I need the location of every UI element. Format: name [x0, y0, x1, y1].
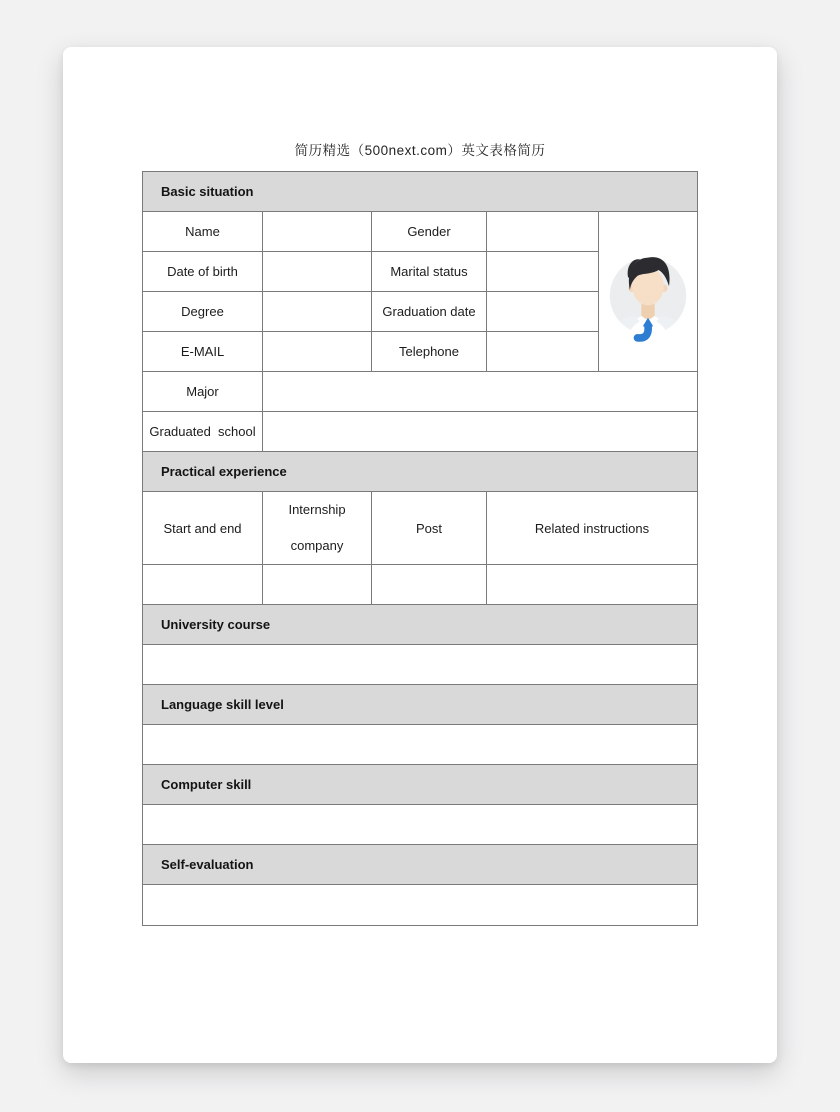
date-of-birth-value-cell[interactable]	[263, 252, 372, 292]
table-row	[143, 372, 698, 412]
university-course-content-cell[interactable]	[143, 645, 698, 685]
graduated-school-value-cell[interactable]	[263, 412, 698, 452]
section-row-university	[143, 605, 698, 645]
start-and-end-value-cell[interactable]	[143, 565, 263, 605]
gender-label: Gender	[372, 212, 487, 252]
language-skill-content-cell[interactable]	[143, 725, 698, 765]
section-row-language	[143, 685, 698, 725]
section-header-computer-skill: Computer skill	[143, 765, 698, 805]
email-label: E-MAIL	[143, 332, 263, 372]
section-row-computer	[143, 765, 698, 805]
start-and-end-column-header: Start and end	[143, 492, 263, 565]
major-label: Major	[143, 372, 263, 412]
section-header-language-skill-level: Language skill level	[143, 685, 698, 725]
internship-company-value-cell[interactable]	[263, 565, 372, 605]
avatar	[603, 212, 693, 371]
marital-status-value-cell[interactable]	[487, 252, 599, 292]
related-instructions-value-cell[interactable]	[487, 565, 698, 605]
section-row-practical	[143, 452, 698, 492]
table-row	[143, 885, 698, 926]
email-value-cell[interactable]	[263, 332, 372, 372]
section-header-self-evaluation: Self-evaluation	[143, 845, 698, 885]
photo-cell	[599, 212, 698, 372]
experience-header-row	[143, 492, 698, 565]
telephone-value-cell[interactable]	[487, 332, 599, 372]
male-avatar-icon	[605, 238, 691, 346]
table-row	[143, 725, 698, 765]
name-value-cell[interactable]	[263, 212, 372, 252]
degree-value-cell[interactable]	[263, 292, 372, 332]
section-row-self-evaluation	[143, 845, 698, 885]
table-row	[143, 412, 698, 452]
post-column-header: Post	[372, 492, 487, 565]
table-row	[143, 645, 698, 685]
section-header-practical-experience: Practical experience	[143, 452, 698, 492]
graduated-school-label: Graduated school	[143, 412, 263, 452]
graduation-date-label: Graduation date	[372, 292, 487, 332]
internship-company-column-header: Internship company	[263, 492, 372, 565]
telephone-label: Telephone	[372, 332, 487, 372]
major-value-cell[interactable]	[263, 372, 698, 412]
table-row	[143, 805, 698, 845]
table-row	[143, 212, 698, 252]
marital-status-label: Marital status	[372, 252, 487, 292]
name-label: Name	[143, 212, 263, 252]
self-evaluation-content-cell[interactable]	[143, 885, 698, 926]
document-page	[63, 47, 777, 1063]
section-header-university-course: University course	[143, 605, 698, 645]
experience-entry-row	[143, 565, 698, 605]
date-of-birth-label: Date of birth	[143, 252, 263, 292]
section-header-basic-situation: Basic situation	[143, 172, 698, 212]
gender-value-cell[interactable]	[487, 212, 599, 252]
post-value-cell[interactable]	[372, 565, 487, 605]
degree-label: Degree	[143, 292, 263, 332]
resume-table	[142, 171, 698, 926]
computer-skill-content-cell[interactable]	[143, 805, 698, 845]
graduation-date-value-cell[interactable]	[487, 292, 599, 332]
section-row-basic	[143, 172, 698, 212]
page-title: 简历精选（500next.com）英文表格简历	[294, 143, 546, 158]
related-instructions-column-header: Related instructions	[487, 492, 698, 565]
